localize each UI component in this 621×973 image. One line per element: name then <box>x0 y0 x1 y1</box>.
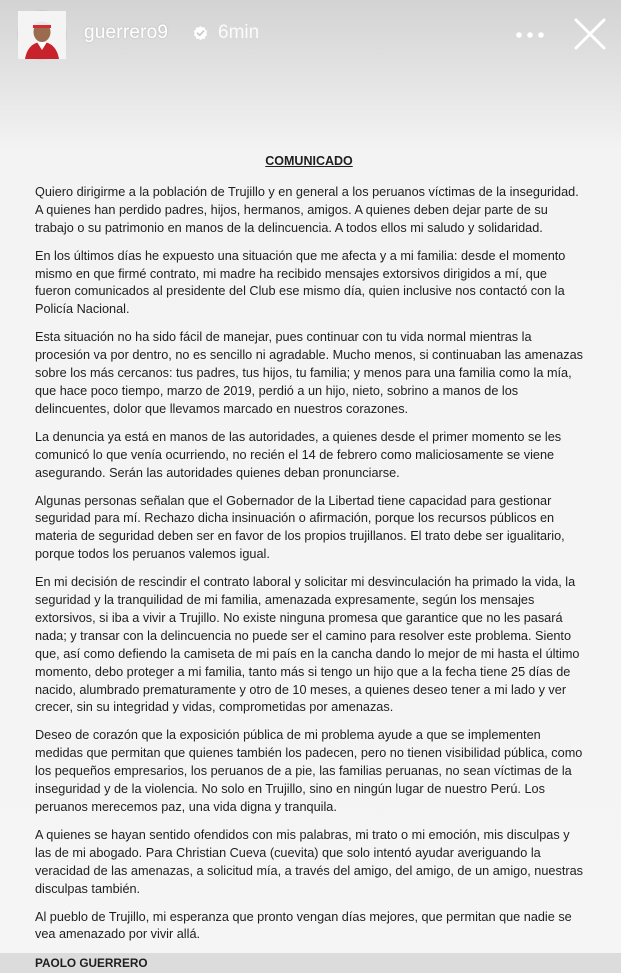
more-options-icon <box>513 20 547 50</box>
close-icon <box>572 16 608 52</box>
paragraph: Esta situación no ha sido fácil de manejar, pues continuar con tu vida normal mientras la procesión va por dentro, no es sencillo ni agradable. Mucho menos, si continuaban las amenazas sobre los más cercanos: tus padres, tus hijos, tu familia; y menos para una familia como la mía, que hace poco tiempo, marzo de 2019, perdió a un hijo, nieto, sobrino a manos de los delincuentes, dolor que llevamos marcado en nuestros corazones. <box>35 330 584 416</box>
paragraph: Algunas personas señalan que el Gobernador de la Libertad tiene capacidad para gestionar seguridad para mí. Rechazo dicha insinuación o afirmación, porque los recursos públicos en materia de seguridad deben ser en favor de los propios trujillanos. El trato debe ser igualitario, porque todos los peruanos valemos igual. <box>35 493 565 562</box>
verified-badge-icon <box>192 25 209 42</box>
signature: PAOLO GUERRERO <box>35 956 148 971</box>
user-avatar[interactable] <box>18 11 66 59</box>
document-title: COMUNICADO <box>265 154 353 168</box>
paragraph: En mi decisión de rescindir el contrato laboral y solicitar mi desvinculación ha primado la vida, la seguridad y la tranquilidad de mi familia, amenazada expresamente, según los mensajes extorsivos, si iba a vivir a Trujillo. No existe ninguna promesa que garantice que no les pasará nada; y transar con la delincuencia no puede ser el camino para resolver este problema. Siento que, así como defiendo la camiseta de mi país en la cancha dando lo mejor de mi hasta el último momento, debo proteger a mi familia, tanto más si tengo un hijo que a la fecha tiene 25 días de nacido, alumbrado prematuramente y otro de 10 meses, a quienes deseo tener a mi lado y ver crecer, sin su integridad y vidas, comprometidas por amenazas. <box>35 575 580 715</box>
paragraph: Al pueblo de Trujillo, mi esperanza que pronto vengan días mejores, que permitan que nadie se vea amenazado por vivir allá. <box>35 909 572 942</box>
paragraph: La denuncia ya está en manos de las autoridades, a quienes desde el primer momento se les comunicó lo que venía ocurriendo, no recién el 14 de febrero como maliciosamente se viene asegurando. Serán las autoridades quienes deban pronunciarse. <box>35 429 562 480</box>
close-button[interactable] <box>572 16 608 52</box>
paragraph: Deseo de corazón que la exposición pública de mi problema ayude a que se implementen medidas que permitan que quienes también los padecen, pero no tienen visibilidad pública, como los pequeños empresarios, los peruanos de a pie, las familias peruanas, no sean víctimas de la inseguridad y de la violencia. No solo en Trujillo, sino en ningún lugar de nuestro Perú. Los peruanos merecemos paz, una vida digna y tranquila. <box>35 728 583 814</box>
username[interactable]: guerrero9 <box>84 22 169 43</box>
story-header <box>0 0 621 70</box>
statement-document <box>35 153 583 973</box>
avatar-image <box>18 11 66 59</box>
paragraph: A quienes se hayan sentido ofendidos con mis palabras, mi trato o mi emoción, mis disculpas y las de mi abogado. Para Christian Cueva (cuevita) que solo intentó ayudar averiguando la veracidad de las amenazas, a solicitud mía, a través del amigo, del amigo, de un amigo, nuestras disculpas también. <box>35 827 583 896</box>
paragraph: Quiero dirigirme a la población de Trujillo y en general a los peruanos víctimas de la inseguridad. A quienes han perdido padres, hijos, hermanos, amigos. A quienes deben dejar parte de su trabajo o su patrimonio en manos de la delincuencia. A todos ellos mi saludo y solidaridad. <box>35 184 579 235</box>
post-time: 6min <box>218 22 260 43</box>
paragraph: En los últimos días he expuesto una situación que me afecta y a mi familia: desde el momento mismo en que firmé contrato, mi madre ha recibido mensajes extorsivos dirigidos a mí, que fueron comunicados al presidente del Club ese mismo día, quien inclusive nos contactó con la Policía Nacional. <box>35 248 566 317</box>
more-options-button[interactable] <box>513 20 547 50</box>
